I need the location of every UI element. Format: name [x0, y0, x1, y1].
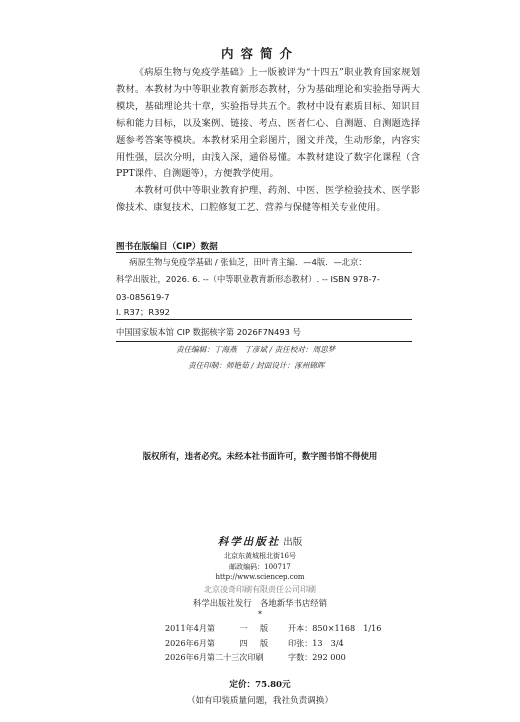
- imprint-spec: 印张：13 3/4: [288, 637, 344, 648]
- imprint-edition-number: 一: [239, 623, 248, 633]
- cip-heading: 图书在版编目（CIP）数据: [116, 242, 218, 252]
- imprint-spec: 开本：850×1168 1/16: [288, 623, 382, 633]
- cip-middle-rule: [116, 319, 412, 320]
- rights-statement: 版权所有，违者必究。未经本社书面许可，数字图书馆不得使用: [142, 451, 378, 461]
- cip-line: 科学出版社，2026. 6. --（中等职业教育新形态教材）. -- ISBN 978-7-: [116, 274, 380, 285]
- imprint-edition-word: 版: [260, 637, 269, 648]
- intro-body: [116, 65, 420, 217]
- imprint-spec: 字数：292 000: [288, 652, 346, 662]
- publisher-postcode: 邮政编码：100717: [229, 563, 291, 571]
- imprint-edition-number: 四: [239, 637, 248, 648]
- publisher-address: 北京东黄城根北街16号: [224, 552, 296, 560]
- price: 定价：75.80元: [229, 680, 291, 690]
- publisher-name: 科学出版社: [217, 536, 281, 548]
- publisher-suffix: 出版: [283, 537, 303, 548]
- cip-line: 病原生物与免疫学基础 / 张仙芝，田叶青主编．—4版．—北京：: [129, 257, 367, 267]
- separator-star: *: [258, 610, 262, 619]
- imprint-date: 2026年6月第二十三次印刷: [165, 652, 264, 662]
- production-credits: 责任印制：师艳茹 / 封面设计：涿州锦晖: [188, 361, 325, 370]
- publisher-url: http://www.sciencep.com: [215, 573, 305, 581]
- imprint-row: [165, 621, 381, 636]
- intro-title: 内容简介: [220, 46, 299, 61]
- cip-classification: Ⅰ. R37；R392: [116, 307, 170, 317]
- imprint-row: [165, 650, 381, 665]
- cip-record: [116, 254, 412, 306]
- quality-note: （如有印装质量问题，我社负责调换）: [186, 696, 334, 706]
- cip-line: 03-085619-7: [116, 291, 170, 302]
- cip-bottom-rule: [116, 341, 412, 342]
- imprint-row: [165, 636, 381, 651]
- publisher-line: [0, 534, 520, 549]
- printer: 北京凌奇印刷有限责任公司印刷: [204, 585, 316, 594]
- intro-paragraph: 本教材可供中等职业教育护理、药剂、中医、医学检验技术、医学影像技术、康复技术、口腔修复工艺、营养与保健等相关专业使用。: [116, 185, 420, 214]
- imprint-date: 2011年4月第: [165, 623, 216, 633]
- imprint-table: [165, 621, 381, 665]
- cip-record-number: 中国国家版本馆 CIP 数据核字第 2026F7N493 号: [116, 327, 301, 337]
- distribution: 科学出版社发行 各地新华书店经销: [193, 598, 327, 608]
- cip-top-rule: [116, 252, 412, 253]
- imprint-edition-word: 版: [260, 623, 269, 633]
- imprint-date: 2026年6月第: [165, 637, 216, 648]
- editor-credits: 责任编辑：丁海燕 丁彦斌 / 责任校对：周思梦: [176, 345, 336, 354]
- intro-paragraph: 《病原生物与免疫学基础》上一版被评为“十四五”职业教育国家规划教材。本教材为中等职业教育新形态教材，分为基础理论和实验指导两大模块，基础理论共十章，实验指导共五个。教材中设有素质目标、知识目标和能力目标，以及案例、链接、考点、医者仁心、自测题、自测题选择题参考答案等模块。本教材采用全彩图片，图文并茂，生动形象，内容实用性强，层次分明，由浅入深，通俗易懂。本教材建设了数字化课程（含PPT课件、自测题等），方便教学使用。: [116, 67, 420, 180]
